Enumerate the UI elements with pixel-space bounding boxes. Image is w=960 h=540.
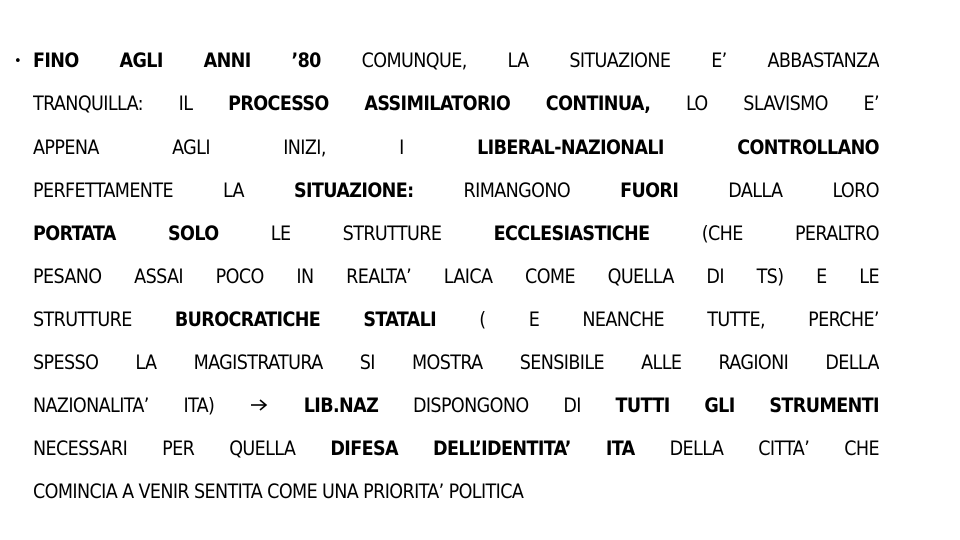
word: RAGIONI — [718, 351, 789, 374]
word: AGLI — [172, 136, 210, 159]
word: DI — [563, 394, 581, 417]
word: E’ — [863, 92, 879, 115]
word: LORO — [832, 179, 879, 202]
word: CHE — [844, 437, 879, 460]
bold-word: ITA — [605, 437, 635, 460]
text-line — [33, 479, 879, 505]
bold-word: LIBERAL-NAZIONALI — [477, 136, 664, 159]
word: E — [816, 265, 827, 288]
bold-word: FUORI — [620, 179, 679, 202]
text-line — [33, 436, 879, 462]
word: IN — [296, 265, 314, 288]
bold-word: STRUMENTI — [769, 394, 879, 417]
text-line — [33, 48, 879, 74]
text-line — [33, 135, 879, 161]
word: DELLA — [825, 351, 879, 374]
bold-word: ECCLESIASTICHE — [493, 222, 650, 245]
bold-word: CONTINUA, — [545, 92, 651, 115]
text-line — [33, 178, 879, 204]
text-line — [33, 91, 879, 117]
word: STRUTTURE — [33, 308, 132, 331]
bold-word: TUTTI — [615, 394, 670, 417]
word: LAICA — [443, 265, 493, 288]
text-line — [33, 264, 879, 290]
word: INIZI, — [283, 136, 326, 159]
bold-word: DIFESA — [330, 437, 399, 460]
text-line — [33, 350, 879, 376]
bold-word: CONTROLLANO — [737, 136, 879, 159]
word: PERALTRO — [794, 222, 879, 245]
bold-word: ANNI — [203, 49, 251, 72]
word: MAGISTRATURA — [193, 351, 323, 374]
bold-word: BUROCRATICHE — [174, 308, 321, 331]
word: NECESSARI — [33, 437, 128, 460]
word: PERFETTAMENTE — [33, 179, 173, 202]
text-line — [33, 221, 879, 247]
word: APPENA — [33, 136, 99, 159]
word: LO — [685, 92, 708, 115]
word: PESANO — [33, 265, 102, 288]
bold-word: SITUAZIONE: — [293, 179, 414, 202]
bold-word: AGLI — [119, 49, 163, 72]
word: PERCHE’ — [808, 308, 879, 331]
word: E’ — [711, 49, 727, 72]
text-line — [33, 307, 879, 333]
bold-word: SOLO — [168, 222, 219, 245]
word: COMUNQUE, — [361, 49, 467, 72]
word: TUTTE, — [707, 308, 765, 331]
word: I — [399, 136, 404, 159]
bold-word: PORTATA — [33, 222, 116, 245]
right-arrow-icon — [249, 398, 269, 412]
bold-word: STATALI — [363, 308, 437, 331]
bold-word: PROCESSO — [228, 92, 329, 115]
word: SI — [359, 351, 375, 374]
word: LE — [859, 265, 879, 288]
bullet-point: • — [14, 54, 22, 69]
word: POCO — [215, 265, 264, 288]
word: LA — [135, 351, 157, 374]
word: SLAVISMO — [743, 92, 828, 115]
word: QUELLA — [607, 265, 674, 288]
bold-word: LIB.NAZ — [303, 394, 379, 417]
word: (CHE — [701, 222, 743, 245]
bold-word: ASSIMILATORIO — [364, 92, 511, 115]
word: CITTA’ — [758, 437, 810, 460]
word: COME — [525, 265, 575, 288]
word: COMINCIA A VENIR SENTITA COME UNA PRIORITA’ POLITICA — [33, 480, 524, 503]
word: ( — [479, 308, 486, 331]
word: LE — [270, 222, 291, 245]
word: SENSIBILE — [519, 351, 605, 374]
bold-word: DELL’IDENTITA’ — [433, 437, 571, 460]
word: SPESSO — [33, 351, 99, 374]
word: ABBASTANZA — [767, 49, 879, 72]
word: TS) — [756, 265, 784, 288]
word: NAZIONALITA’ — [33, 394, 149, 417]
word: DI — [706, 265, 724, 288]
word: STRUTTURE — [342, 222, 442, 245]
word: MOSTRA — [411, 351, 483, 374]
word: E — [528, 308, 540, 331]
word: DELLA — [669, 437, 724, 460]
word: DISPONGONO — [412, 394, 529, 417]
word: QUELLA — [229, 437, 296, 460]
word: ALLE — [641, 351, 682, 374]
bold-word: FINO — [33, 49, 79, 72]
word: ASSAI — [134, 265, 183, 288]
word: IL — [178, 92, 193, 115]
bold-word: ’80 — [291, 49, 321, 72]
bold-word: GLI — [704, 394, 735, 417]
word: RIMANGONO — [463, 179, 571, 202]
text-line — [33, 393, 879, 419]
word: TRANQUILLA: — [33, 92, 144, 115]
word: LA — [507, 49, 529, 72]
word: SITUAZIONE — [569, 49, 671, 72]
word: ITA) — [183, 394, 215, 417]
word: NEANCHE — [582, 308, 665, 331]
word: REALTA’ — [346, 265, 412, 288]
word: DALLA — [728, 179, 783, 202]
word: LA — [222, 179, 244, 202]
word: PER — [162, 437, 195, 460]
